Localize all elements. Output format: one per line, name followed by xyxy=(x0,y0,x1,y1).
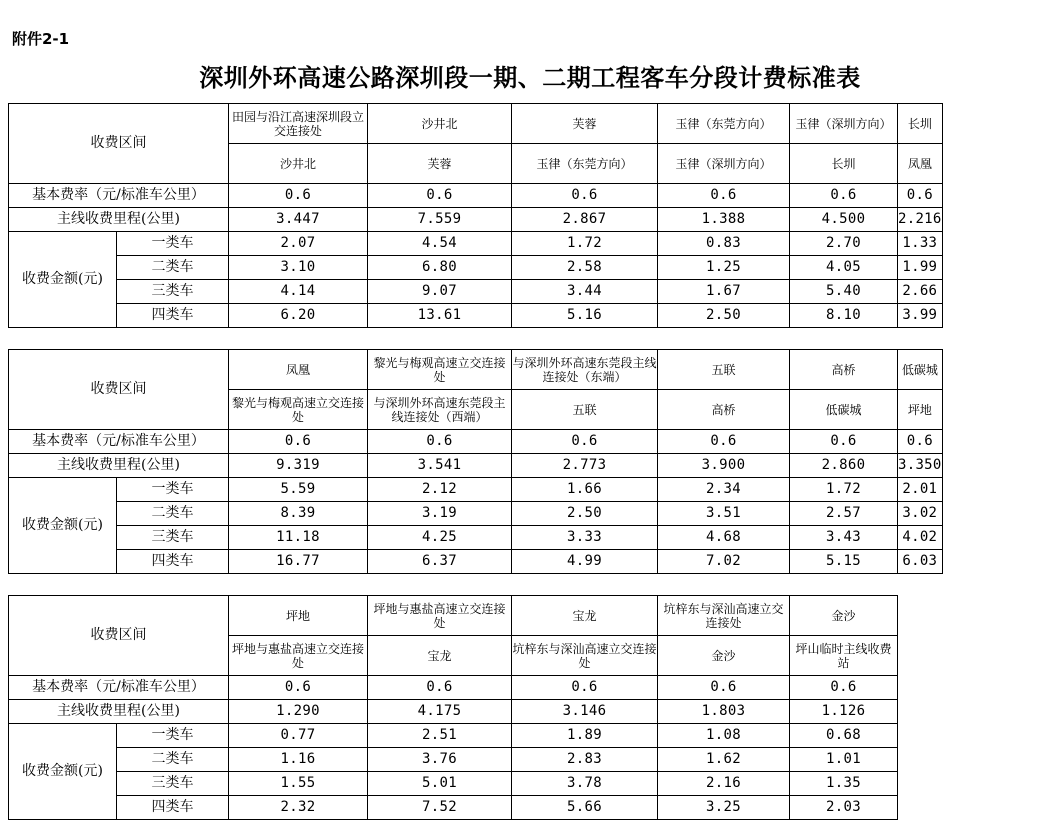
section-start: 玉律（深圳方向） xyxy=(790,104,898,144)
attachment-label: 附件2-1 xyxy=(12,30,70,48)
document-title: 深圳外环高速公路深圳段一期、二期工程客车分段计费标准表 xyxy=(199,64,861,92)
vehicle-class-label: 四类车 xyxy=(117,796,229,820)
fee-table-1 xyxy=(8,103,943,328)
fee-value: 1.35 xyxy=(790,772,898,796)
fee-value: 2.58 xyxy=(512,256,658,280)
fee-value: 2.83 xyxy=(512,748,658,772)
section-end: 宝龙 xyxy=(368,636,512,676)
section-start: 高桥 xyxy=(790,350,898,390)
fee-value: 3.76 xyxy=(368,748,512,772)
fee-value: 4.68 xyxy=(658,526,790,550)
fee-value: 0.83 xyxy=(658,232,790,256)
fee-value: 0.68 xyxy=(790,724,898,748)
fee-value: 4.14 xyxy=(229,280,368,304)
mileage-label: 主线收费里程(公里) xyxy=(9,700,229,724)
mileage-value: 2.860 xyxy=(790,454,898,478)
fee-value: 5.59 xyxy=(229,478,368,502)
fee-value: 3.44 xyxy=(512,280,658,304)
fee-value: 4.02 xyxy=(898,526,943,550)
mileage-value: 2.216 xyxy=(898,208,943,232)
section-start: 坪地与惠盐高速立交连接处 xyxy=(368,596,512,636)
fee-value: 5.16 xyxy=(512,304,658,328)
section-start: 凤凰 xyxy=(229,350,368,390)
fee-value: 2.34 xyxy=(658,478,790,502)
fee-value: 6.80 xyxy=(368,256,512,280)
section-label: 收费区间 xyxy=(9,104,229,184)
section-end: 沙井北 xyxy=(229,144,368,184)
fee-value: 1.72 xyxy=(790,478,898,502)
fee-value: 1.08 xyxy=(658,724,790,748)
vehicle-class-label: 四类车 xyxy=(117,550,229,574)
base-rate-value: 0.6 xyxy=(658,184,790,208)
section-start: 芙蓉 xyxy=(512,104,658,144)
fee-value: 3.10 xyxy=(229,256,368,280)
section-start: 黎光与梅观高速立交连接处 xyxy=(368,350,512,390)
fee-value: 13.61 xyxy=(368,304,512,328)
fee-value: 16.77 xyxy=(229,550,368,574)
fee-value: 2.57 xyxy=(790,502,898,526)
section-end: 凤凰 xyxy=(898,144,943,184)
fee-value: 1.33 xyxy=(898,232,943,256)
section-end: 五联 xyxy=(512,390,658,430)
fee-value: 2.66 xyxy=(898,280,943,304)
fee-value: 1.16 xyxy=(229,748,368,772)
base-rate-value: 0.6 xyxy=(512,676,658,700)
section-start: 长圳 xyxy=(898,104,943,144)
fee-value: 2.12 xyxy=(368,478,512,502)
fee-value: 2.32 xyxy=(229,796,368,820)
fee-value: 1.99 xyxy=(898,256,943,280)
base-rate-label: 基本费率（元/标准车公里） xyxy=(9,430,229,454)
fee-value: 3.78 xyxy=(512,772,658,796)
section-start: 低碳城 xyxy=(898,350,943,390)
mileage-value: 2.773 xyxy=(512,454,658,478)
section-end: 与深圳外环高速东莞段主线连接处（西端） xyxy=(368,390,512,430)
mileage-value: 7.559 xyxy=(368,208,512,232)
fee-value: 6.20 xyxy=(229,304,368,328)
section-start: 坑梓东与深汕高速立交连接处 xyxy=(658,596,790,636)
vehicle-class-label: 二类车 xyxy=(117,748,229,772)
fee-value: 4.99 xyxy=(512,550,658,574)
vehicle-class-label: 三类车 xyxy=(117,526,229,550)
section-end: 玉律（东莞方向） xyxy=(512,144,658,184)
section-label: 收费区间 xyxy=(9,350,229,430)
fee-value: 1.89 xyxy=(512,724,658,748)
mileage-value: 1.126 xyxy=(790,700,898,724)
fee-value: 9.07 xyxy=(368,280,512,304)
fee-table-3 xyxy=(8,595,899,820)
section-start: 玉律（东莞方向） xyxy=(658,104,790,144)
fee-value: 3.19 xyxy=(368,502,512,526)
fee-value: 5.01 xyxy=(368,772,512,796)
fee-amount-label: 收费金额(元) xyxy=(9,724,117,820)
fee-amount-label: 收费金额(元) xyxy=(9,478,117,574)
fee-value: 3.02 xyxy=(898,502,943,526)
mileage-value: 3.447 xyxy=(229,208,368,232)
mileage-value: 3.900 xyxy=(658,454,790,478)
base-rate-value: 0.6 xyxy=(512,430,658,454)
section-start: 宝龙 xyxy=(512,596,658,636)
empty-cell xyxy=(898,748,899,772)
fee-amount-label: 收费金额(元) xyxy=(9,232,117,328)
fee-value: 2.03 xyxy=(790,796,898,820)
section-start: 金沙 xyxy=(790,596,898,636)
base-rate-value: 0.6 xyxy=(898,184,943,208)
section-end: 坪地 xyxy=(898,390,943,430)
mileage-value: 3.146 xyxy=(512,700,658,724)
fee-value: 7.52 xyxy=(368,796,512,820)
fee-value: 1.01 xyxy=(790,748,898,772)
mileage-value: 3.541 xyxy=(368,454,512,478)
mileage-value: 3.350 xyxy=(898,454,943,478)
fee-value: 5.40 xyxy=(790,280,898,304)
base-rate-value: 0.6 xyxy=(898,430,943,454)
mileage-value: 4.175 xyxy=(368,700,512,724)
base-rate-value: 0.6 xyxy=(229,184,368,208)
section-end: 坑梓东与深汕高速立交连接处 xyxy=(512,636,658,676)
mileage-value: 9.319 xyxy=(229,454,368,478)
mileage-label: 主线收费里程(公里) xyxy=(9,454,229,478)
fee-value: 8.39 xyxy=(229,502,368,526)
base-rate-value: 0.6 xyxy=(368,676,512,700)
section-end: 芙蓉 xyxy=(368,144,512,184)
base-rate-value: 0.6 xyxy=(790,184,898,208)
fee-value: 1.72 xyxy=(512,232,658,256)
vehicle-class-label: 三类车 xyxy=(117,772,229,796)
vehicle-class-label: 一类车 xyxy=(117,478,229,502)
fee-table-2 xyxy=(8,349,943,574)
fee-value: 1.25 xyxy=(658,256,790,280)
fee-value: 5.66 xyxy=(512,796,658,820)
section-start: 沙井北 xyxy=(368,104,512,144)
fee-value: 6.03 xyxy=(898,550,943,574)
base-rate-value: 0.6 xyxy=(790,676,898,700)
mileage-value: 1.803 xyxy=(658,700,790,724)
base-rate-value: 0.6 xyxy=(368,184,512,208)
section-start: 田园与沿江高速深圳段立交连接处 xyxy=(229,104,368,144)
base-rate-label: 基本费率（元/标准车公里） xyxy=(9,184,229,208)
fee-value: 6.37 xyxy=(368,550,512,574)
fee-value: 2.70 xyxy=(790,232,898,256)
section-end: 高桥 xyxy=(658,390,790,430)
section-start: 坪地 xyxy=(229,596,368,636)
fee-value: 0.77 xyxy=(229,724,368,748)
fee-value: 3.25 xyxy=(658,796,790,820)
base-rate-label: 基本费率（元/标准车公里） xyxy=(9,676,229,700)
empty-cell xyxy=(898,772,899,796)
base-rate-value: 0.6 xyxy=(658,430,790,454)
fee-value: 2.01 xyxy=(898,478,943,502)
vehicle-class-label: 四类车 xyxy=(117,304,229,328)
base-rate-value: 0.6 xyxy=(658,676,790,700)
empty-cell xyxy=(898,676,899,700)
section-start: 五联 xyxy=(658,350,790,390)
empty-cell xyxy=(898,796,899,820)
section-end: 坪山临时主线收费站 xyxy=(790,636,898,676)
empty-cell xyxy=(898,596,899,636)
mileage-label: 主线收费里程(公里) xyxy=(9,208,229,232)
fee-value: 2.50 xyxy=(658,304,790,328)
fee-value: 2.16 xyxy=(658,772,790,796)
fee-value: 3.43 xyxy=(790,526,898,550)
fee-value: 2.50 xyxy=(512,502,658,526)
mileage-value: 2.867 xyxy=(512,208,658,232)
fee-value: 4.25 xyxy=(368,526,512,550)
fee-value: 1.62 xyxy=(658,748,790,772)
fee-value: 8.10 xyxy=(790,304,898,328)
section-end: 坪地与惠盐高速立交连接处 xyxy=(229,636,368,676)
mileage-value: 1.290 xyxy=(229,700,368,724)
fee-value: 1.55 xyxy=(229,772,368,796)
mileage-value: 1.388 xyxy=(658,208,790,232)
vehicle-class-label: 三类车 xyxy=(117,280,229,304)
section-start: 与深圳外环高速东莞段主线连接处（东端） xyxy=(512,350,658,390)
vehicle-class-label: 一类车 xyxy=(117,724,229,748)
fee-value: 1.67 xyxy=(658,280,790,304)
fee-value: 4.54 xyxy=(368,232,512,256)
fee-value: 7.02 xyxy=(658,550,790,574)
fee-value: 1.66 xyxy=(512,478,658,502)
base-rate-value: 0.6 xyxy=(512,184,658,208)
section-end: 金沙 xyxy=(658,636,790,676)
base-rate-value: 0.6 xyxy=(790,430,898,454)
vehicle-class-label: 一类车 xyxy=(117,232,229,256)
base-rate-value: 0.6 xyxy=(229,676,368,700)
mileage-value: 4.500 xyxy=(790,208,898,232)
base-rate-value: 0.6 xyxy=(229,430,368,454)
fee-value: 2.51 xyxy=(368,724,512,748)
fee-value: 11.18 xyxy=(229,526,368,550)
section-label: 收费区间 xyxy=(9,596,229,676)
empty-cell xyxy=(898,636,899,676)
fee-value: 3.99 xyxy=(898,304,943,328)
section-end: 低碳城 xyxy=(790,390,898,430)
empty-cell xyxy=(898,700,899,724)
fee-value: 4.05 xyxy=(790,256,898,280)
base-rate-value: 0.6 xyxy=(368,430,512,454)
fee-value: 3.33 xyxy=(512,526,658,550)
vehicle-class-label: 二类车 xyxy=(117,256,229,280)
fee-value: 2.07 xyxy=(229,232,368,256)
vehicle-class-label: 二类车 xyxy=(117,502,229,526)
fee-value: 3.51 xyxy=(658,502,790,526)
section-end: 玉律（深圳方向） xyxy=(658,144,790,184)
empty-cell xyxy=(898,724,899,748)
section-end: 黎光与梅观高速立交连接处 xyxy=(229,390,368,430)
fee-value: 5.15 xyxy=(790,550,898,574)
section-end: 长圳 xyxy=(790,144,898,184)
